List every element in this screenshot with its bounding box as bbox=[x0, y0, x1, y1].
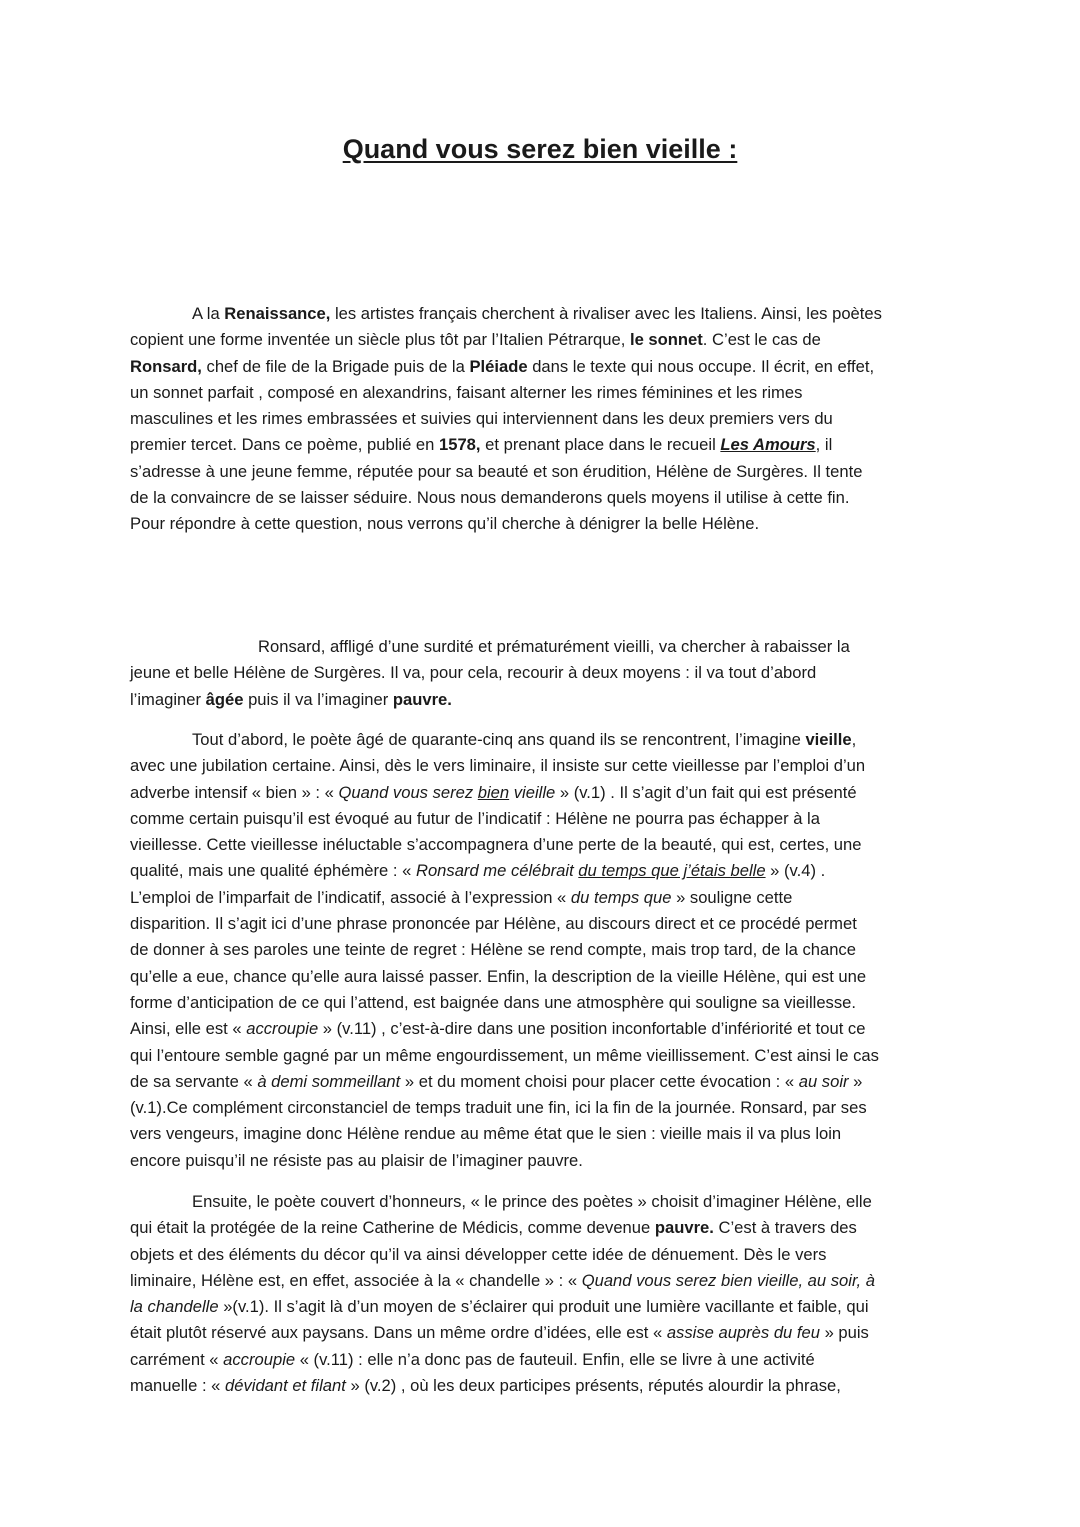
text-line bbox=[130, 1320, 952, 1346]
text-line bbox=[130, 1121, 952, 1147]
text-line bbox=[130, 687, 952, 713]
text-run: Ensuite, le poète couvert d’honneurs, « le prince des poètes » choisit d’imaginer Hélène, elle bbox=[192, 1192, 872, 1211]
text-run: jeune et belle Hélène de Surgères. Il va, pour cela, recourir à deux moyens : il va tout d’abord bbox=[130, 663, 817, 683]
text-run: et prenant place dans le recueil bbox=[480, 435, 721, 455]
text-run: Quand vous serez bbox=[338, 782, 478, 802]
text-line bbox=[130, 380, 952, 406]
text-run: de sa servante « bbox=[130, 1071, 258, 1091]
text-line bbox=[130, 832, 952, 858]
text-run: carrément « bbox=[130, 1349, 224, 1369]
text-run: qui était la protégée de la reine Catherine de Médicis, comme devenue bbox=[130, 1218, 655, 1238]
text-line bbox=[130, 301, 952, 327]
text-run: pauvre. bbox=[392, 689, 452, 709]
text-line bbox=[130, 327, 952, 353]
text-run: masculines et les rimes embrassées et suivies qui interviennent dans les deux premiers vers du bbox=[130, 409, 833, 429]
text-run: Ronsard me célébrait bbox=[415, 861, 579, 881]
text-run: accroupie bbox=[223, 1349, 296, 1369]
text-run: du temps que j’étais belle bbox=[578, 861, 766, 881]
text-line bbox=[130, 990, 952, 1016]
text-line bbox=[130, 885, 952, 911]
text-run: » (v.1) . Il s’agit d’un fait qui est présenté bbox=[555, 782, 857, 802]
text-run: premier tercet. Dans ce poème, publié en bbox=[130, 435, 439, 455]
paragraph bbox=[130, 1189, 952, 1399]
text-run: le sonnet bbox=[629, 330, 703, 350]
text-run: encore puisqu’il ne résiste pas au plaisir de l’imaginer pauvre. bbox=[130, 1150, 583, 1170]
text-run: disparition. Il s’agit ici d’une phrase prononcée par Hélène, au discours direct et ce procédé permet bbox=[130, 914, 857, 934]
text-run: la chandelle bbox=[130, 1297, 219, 1317]
text-line bbox=[130, 858, 952, 884]
text-run: chef de file de la Brigade puis de la bbox=[201, 356, 470, 376]
page-title: Quand vous serez bien vieille : bbox=[342, 134, 738, 164]
text-run: » souligne cette bbox=[671, 887, 793, 907]
text-run: à demi sommeillant bbox=[257, 1071, 401, 1091]
paragraph bbox=[130, 634, 952, 713]
text-run: L’emploi de l’imparfait de l’indicatif, associé à l’expression « bbox=[130, 887, 571, 907]
text-run: , il bbox=[815, 435, 833, 455]
text-run: pauvre. bbox=[654, 1218, 714, 1238]
text-run: »(v.1). Il s’agit là d’un moyen de s’éclairer qui produit une lumière vacillante et faible, qui bbox=[218, 1297, 869, 1317]
text-run: 1578, bbox=[439, 435, 481, 455]
text-run: C’est à travers des bbox=[713, 1218, 857, 1238]
text-run: Quand vous serez bien vieille, au soir, à bbox=[581, 1270, 876, 1290]
text-run: vieille bbox=[509, 782, 556, 802]
text-run: » (v.2) , où les deux participes présents, réputés alourdir la phrase, bbox=[345, 1376, 841, 1396]
text-line bbox=[130, 511, 952, 537]
text-run: qui l’entoure semble gagné par un même engourdissement, un même vieillissement. C’est ainsi le cas bbox=[130, 1045, 879, 1065]
text-run: du temps que bbox=[570, 887, 672, 907]
text-line bbox=[130, 937, 952, 963]
text-run: de donner à ses paroles une teinte de regret : Hélène se rend compte, mais trop tard, de la chance bbox=[130, 940, 856, 960]
text-run: Ronsard, bbox=[130, 356, 202, 376]
text-run: vieille bbox=[805, 730, 852, 749]
text-run: assise auprès du feu bbox=[666, 1323, 820, 1343]
text-run: Tout d’abord, le poète âgé de quarante-cinq ans quand ils se rencontrent, l’imagine bbox=[192, 730, 806, 749]
text-run: copient une forme inventée un siècle plus tôt par l’Italien Pétrarque, bbox=[130, 330, 630, 350]
text-run: vers vengeurs, imagine donc Hélène rendue au même état que le sien : vieille mais il va plus loin bbox=[130, 1124, 842, 1144]
text-run: , bbox=[851, 730, 857, 749]
text-run: âgée bbox=[205, 689, 244, 709]
text-run: adverbe intensif « bien » : « bbox=[130, 782, 339, 802]
text-run: » et du moment choisi pour placer cette évocation : « bbox=[400, 1071, 799, 1091]
text-line bbox=[130, 354, 952, 380]
text-line bbox=[130, 1189, 952, 1215]
text-run: un sonnet parfait , composé en alexandrins, faisant alterner les rimes féminines et les rimes bbox=[130, 382, 803, 402]
text-line bbox=[130, 1069, 952, 1095]
text-run: de la convaincre de se laisser séduire. Nous nous demanderons quels moyens il utilise à cette fin. bbox=[130, 488, 850, 508]
text-run: » (v.4) . bbox=[765, 861, 826, 881]
text-line bbox=[130, 1373, 952, 1399]
text-run: » (v.11) , c’est-à-dire dans une position inconfortable d’infériorité et tout ce bbox=[318, 1019, 866, 1039]
text-run: dévidant et filant bbox=[225, 1376, 346, 1396]
text-line bbox=[130, 911, 952, 937]
text-run: liminaire, Hélène est, en effet, associée à la « chandelle » : « bbox=[130, 1270, 582, 1290]
text-run: » puis bbox=[819, 1323, 869, 1343]
text-line bbox=[130, 727, 952, 753]
text-run: » bbox=[848, 1071, 863, 1091]
text-run: « (v.11) : elle n’a donc pas de fauteuil. Enfin, elle se livre à une activité bbox=[295, 1349, 815, 1369]
text-run: était plutôt réservé aux paysans. Dans un même ordre d’idées, elle est « bbox=[130, 1323, 667, 1343]
text-run: . C’est le cas de bbox=[702, 330, 821, 350]
text-line bbox=[130, 660, 952, 686]
text-run: bien bbox=[477, 782, 510, 802]
text-run: Ronsard, affligé d’une surdité et prématurément vieilli, va chercher à rabaisser la bbox=[258, 637, 850, 656]
text-run: Ainsi, elle est « bbox=[130, 1019, 247, 1039]
text-run: au soir bbox=[798, 1071, 849, 1091]
paragraph bbox=[130, 727, 952, 1174]
text-line bbox=[130, 1095, 952, 1121]
text-line bbox=[130, 1215, 952, 1241]
text-line bbox=[130, 1294, 952, 1320]
text-line bbox=[130, 634, 952, 660]
text-run: Renaissance, bbox=[224, 304, 331, 323]
text-line bbox=[130, 1148, 952, 1174]
text-run: qu’elle a eue, chance qu’elle aura laissé passer. Enfin, la description de la vieille Hélène, qui est une bbox=[130, 966, 867, 986]
text-line bbox=[130, 459, 952, 485]
text-line bbox=[130, 964, 952, 990]
text-run: accroupie bbox=[246, 1019, 319, 1039]
text-line bbox=[130, 432, 952, 458]
text-line bbox=[130, 485, 952, 511]
text-run: vieillesse. Cette vieillesse inéluctable s’accompagnera d’une perte de la beauté, qui est, certes, une bbox=[130, 835, 862, 855]
text-run: dans le texte qui nous occupe. Il écrit, en effet, bbox=[527, 356, 875, 376]
text-line bbox=[130, 1043, 952, 1069]
text-line bbox=[130, 1268, 952, 1294]
text-line bbox=[130, 1016, 952, 1042]
text-run: comme certain puisqu’il est évoqué au futur de l’indicatif : Hélène ne pourra pas échapper à la bbox=[130, 808, 820, 828]
paragraph bbox=[130, 301, 952, 538]
text-run: A la bbox=[192, 304, 225, 323]
text-line bbox=[130, 1242, 952, 1268]
text-run: objets et des éléments du décor qu’il va ainsi développer cette idée de dénuement. Dès le vers bbox=[130, 1244, 827, 1264]
text-run: manuelle : « bbox=[130, 1376, 226, 1396]
text-run: s’adresse à une jeune femme, réputée pour sa beauté et son érudition, Hélène de Surgères. Il tente bbox=[130, 461, 863, 481]
text-line bbox=[130, 1347, 952, 1373]
text-run: qualité, mais une qualité éphémère : « bbox=[130, 861, 416, 881]
text-run: avec une jubilation certaine. Ainsi, dès le vers liminaire, il insiste sur cette vieillesse par l’emploi d’un bbox=[130, 756, 866, 776]
text-run: les artistes français cherchent à rivaliser avec les Italiens. Ainsi, les poètes bbox=[330, 304, 882, 323]
text-run: (v.1).Ce complément circonstanciel de temps traduit une fin, ici la fin de la journée. Ronsard, par ses bbox=[130, 1098, 867, 1118]
text-line bbox=[130, 753, 952, 779]
text-run: forme d’anticipation de ce qui l’attend, est baignée dans une atmosphère qui souligne sa vieillesse. bbox=[130, 992, 856, 1012]
text-run: Pour répondre à cette question, nous verrons qu’il cherche à dénigrer la belle Hélène. bbox=[130, 514, 760, 534]
text-run: puis il va l’imaginer bbox=[243, 689, 393, 709]
text-line bbox=[130, 780, 952, 806]
text-run: l’imaginer bbox=[130, 689, 206, 709]
text-run: Les Amours bbox=[720, 435, 816, 455]
text-run: Pléiade bbox=[469, 356, 528, 376]
text-line bbox=[130, 406, 952, 432]
text-line bbox=[130, 806, 952, 832]
